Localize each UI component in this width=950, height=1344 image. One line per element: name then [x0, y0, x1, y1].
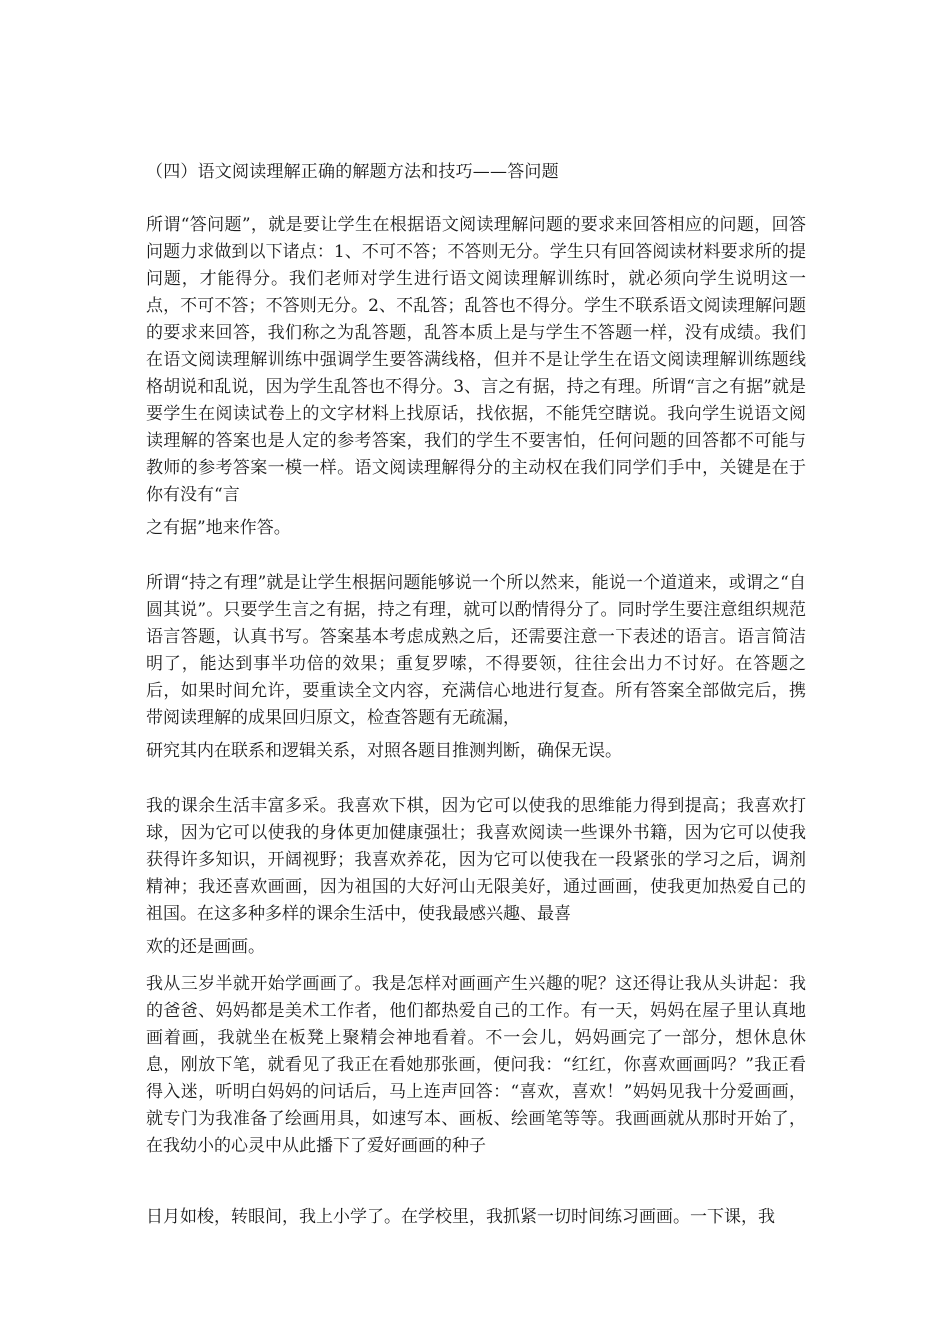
- paragraph-hobbies-end: 欢的还是画画。: [146, 937, 265, 957]
- paragraph-reasoning-end: 研究其内在联系和逻辑关系，对照各题目推测判断，确保无误。: [146, 741, 622, 761]
- paragraph-answer-questions-end: 之有据”地来作答。: [146, 518, 291, 538]
- paragraph-school: 日月如梭，转眼间，我上小学了。在学校里，我抓紧一切时间练习画画。一下课，我: [146, 1207, 775, 1227]
- paragraph-reasoning: 所谓“持之有理”就是让学生根据问题能够说一个所以然来，能说一个道道来，或谓之“自圆其说”。只要学生言之有据，持之有理，就可以酌情得分了。同时学生要注意组织规范语言答题，认真书写。答案基本考虑成熟之后，还需要注意一下表述的语言。语言简洁明了，能达到事半功倍的效果；重复罗嗦，不得要领，往往会出力不讨好。在答题之后，如果时间允许，要重读全文内容，充满信心地进行复查。所有答案全部做完后，携带阅读理解的成果回归原文，检查答题有无疏漏，: [146, 573, 806, 728]
- paragraph-answer-questions: 所谓“答问题”，就是要让学生在根据语文阅读理解问题的要求来回答相应的问题，回答问题力求做到以下诸点：1、不可不答；不答则无分。学生只有回答阅读材料要求所的提问题，才能得分。我们老师对学生进行语文阅读理解训练时，就必须向学生说明这一点，不可不答；不答则无分。2、不乱答；乱答也不得分。学生不联系语文阅读理解问题的要求来回答，我们称之为乱答题，乱答本质上是与学生不答题一样，没有成绩。我们在语文阅读理解训练中强调学生要答满线格，但并不是让学生在语文阅读理解训练题线格胡说和乱说，因为学生乱答也不得分。3、言之有据，持之有理。所谓“言之有据”就是要学生在阅读试卷上的文字材料上找原话，找依据，不能凭空瞎说。我向学生说语文阅读理解的答案也是人定的参考答案，我们的学生不要害怕，任何问题的回答都不可能与教师的参考答案一模一样。语文阅读理解得分的主动权在我们同学们手中，关键是在于你有没有“言: [146, 215, 806, 505]
- document-page: [146, 158, 806, 1231]
- paragraph-painting-start: 我从三岁半就开始学画画了。我是怎样对画画产生兴趣的呢？这还得让我从头讲起：我的爸爸、妈妈都是美术工作者，他们都热爱自己的工作。有一天，妈妈在屋子里认真地画着画，我就坐在板凳上聚精会神地看着。不一会儿，妈妈画完了一部分，想休息休息，刚放下笔，就看见了我正在看她那张画，便问我：“红红，你喜欢画画吗？”我正看得入迷，听明白妈妈的问话后，马上连声回答：“喜欢，喜欢！”妈妈见我十分爱画画，就专门为我准备了绘画用具，如速写本、画板、绘画笔等等。我画画就从那时开始了，在我幼小的心灵中从此播下了爱好画画的种子: [146, 974, 806, 1156]
- paragraph-hobbies: 我的课余生活丰富多采。我喜欢下棋，因为它可以使我的思维能力得到提高；我喜欢打球，因为它可以使我的身体更加健康强壮；我喜欢阅读一些课外书籍，因为它可以使我获得许多知识，开阔视野；我喜欢养花，因为它可以使我在一段紧张的学习之后，调剂精神；我还喜欢画画，因为祖国的大好河山无限美好，通过画画，使我更加热爱自己的祖国。在这多种多样的课余生活中，使我最感兴趣、最喜: [146, 796, 806, 924]
- section-heading: （四）语文阅读理解正确的解题方法和技巧——答问题: [146, 162, 559, 182]
